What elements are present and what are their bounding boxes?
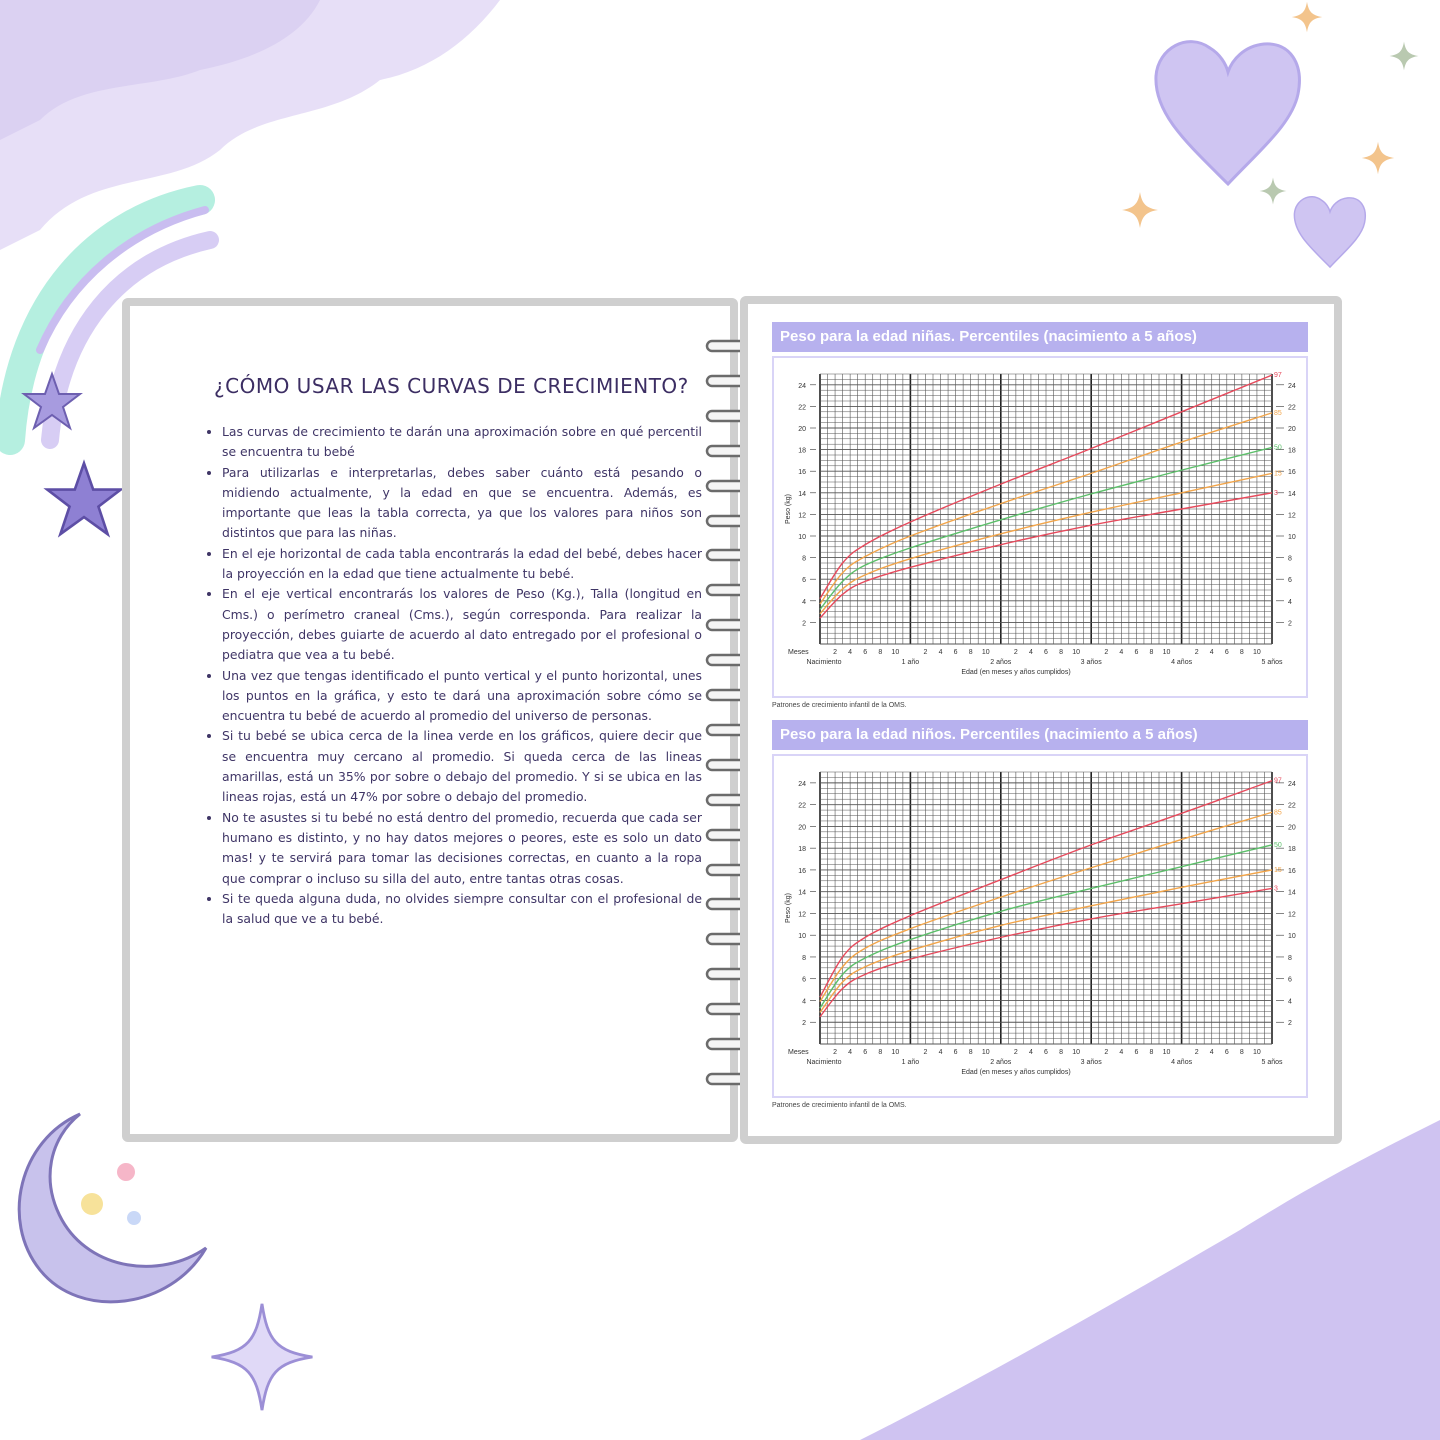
y-tick-label: 18 [798, 846, 806, 854]
left-notebook-page [122, 298, 738, 1142]
x-tick-label: 8 [1059, 1049, 1064, 1056]
x-year-label: 2 años [990, 659, 1012, 666]
x-tick-label: 6 [1224, 1049, 1229, 1056]
x-year-label: 2 años [990, 1059, 1012, 1066]
chart-frame [772, 356, 1308, 698]
series-label: 97 [1274, 777, 1282, 785]
x-tick-label: 2 [833, 649, 838, 656]
y-tick-label: 10 [1288, 933, 1296, 941]
x-tick-label: 6 [863, 1049, 868, 1056]
y-tick-label: 12 [798, 512, 806, 520]
chart-source: Patrones de crecimiento infantil de la OMS. [772, 1102, 907, 1109]
y-tick-label: 8 [802, 555, 806, 563]
chart-title: Peso para la edad niñas. Percentiles (nacimiento a 5 años) [772, 322, 1308, 352]
x-year-label: 5 años [1261, 659, 1283, 666]
sparkle-icon [1258, 176, 1288, 206]
chart-source: Patrones de crecimiento infantil de la OMS. [772, 702, 907, 709]
x-axis-start-label: Meses [788, 1049, 809, 1056]
y-tick-label: 10 [1288, 534, 1296, 541]
x-tick-label: 6 [863, 649, 868, 656]
y-tick-label: 8 [1288, 555, 1292, 563]
x-tick-label: 10 [1253, 1049, 1261, 1056]
y-tick-label: 6 [802, 577, 806, 585]
x-tick-label: 4 [1028, 1049, 1033, 1056]
y-tick-label: 14 [1288, 889, 1296, 897]
x-tick-label: 10 [891, 1049, 900, 1056]
x-tick-label: 8 [1059, 649, 1064, 656]
y-tick-label: 6 [802, 976, 806, 984]
y-tick-label: 6 [1288, 577, 1292, 585]
y-tick-label: 2 [802, 620, 806, 628]
x-tick-label: 8 [1149, 649, 1154, 656]
watercolor-blob-bottom-right [860, 1120, 1440, 1440]
x-tick-label: 10 [1072, 649, 1081, 656]
series-label: 85 [1274, 409, 1282, 417]
heart-icon [1148, 24, 1308, 194]
x-tick-label: 10 [1162, 1049, 1171, 1056]
x-year-label: 4 años [1171, 659, 1193, 666]
y-tick-label: 24 [798, 382, 806, 390]
y-tick-label: 10 [798, 933, 806, 941]
chart-boys-weight [772, 720, 1308, 1109]
x-tick-label: 6 [1044, 649, 1048, 656]
x-tick-label: 4 [938, 649, 943, 656]
x-tick-label: 6 [953, 649, 958, 656]
x-year-label: Nacimiento [806, 1059, 842, 1066]
x-tick-label: 2 [833, 1049, 838, 1056]
x-tick-label: 10 [981, 1049, 990, 1056]
list-item: • Si te queda alguna duda, no olvides siempre consultar con el profesional de la salud que ve a tu bebé. [222, 889, 702, 930]
x-tick-label: 2 [1104, 649, 1109, 656]
sparkle-icon [1120, 190, 1160, 230]
y-tick-label: 20 [1288, 426, 1296, 433]
list-item: • Una vez que tengas identificado el punto vertical y el punto horizontal, unes los puntos en la gráfica, y esto te dará una aproximación sobre cómo se encuentra tu bebé de acuerdo al promedio del universo de personas. [222, 666, 702, 727]
y-tick-label: 12 [1288, 512, 1296, 520]
y-tick-label: 14 [798, 490, 806, 498]
right-notebook-page [740, 296, 1342, 1144]
x-axis-label: Edad (en meses y años cumplidos) [961, 1069, 1071, 1076]
y-tick-label: 18 [1288, 447, 1296, 455]
y-tick-label: 12 [798, 911, 806, 919]
y-tick-label: 12 [1288, 911, 1296, 919]
y-tick-label: 4 [1288, 998, 1292, 1006]
series-label: 15 [1274, 866, 1282, 874]
star-icon [42, 458, 126, 542]
x-tick-label: 4 [1119, 649, 1124, 656]
x-tick-label: 8 [878, 649, 883, 656]
chart-plot [774, 756, 1306, 1096]
list-item: • No te asustes si tu bebé no está dentro del promedio, recuerda que cada ser humano es distinto, y no hay datos mejores o peores, este es solo un dato mas! y te servirá para tomar las decisiones correctas, en cuanto a la ropa que comprar o incluso su silla del auto, entre tantas otras cosas. [222, 808, 702, 889]
y-tick-label: 2 [1288, 620, 1292, 628]
y-tick-label: 20 [798, 824, 806, 832]
x-tick-label: 4 [1209, 1049, 1214, 1056]
y-tick-label: 22 [798, 802, 806, 810]
x-tick-label: 2 [1013, 1049, 1018, 1056]
x-tick-label: 8 [968, 649, 973, 656]
series-label: 15 [1274, 470, 1282, 478]
x-tick-label: 4 [938, 1049, 943, 1056]
x-tick-label: 8 [1239, 649, 1244, 656]
y-tick-label: 16 [1288, 867, 1296, 875]
chart-title: Peso para la edad niños. Percentiles (nacimiento a 5 años) [772, 720, 1308, 750]
x-tick-label: 8 [968, 1049, 973, 1056]
list-item: • Las curvas de crecimiento te darán una aproximación sobre en qué percentil se encuentra tu bebé [222, 422, 702, 463]
x-axis-label: Edad (en meses y años cumplidos) [961, 669, 1071, 676]
x-tick-label: 10 [1072, 1049, 1081, 1056]
x-tick-label: 6 [1224, 649, 1229, 656]
sparkle-icon [206, 1294, 318, 1420]
y-tick-label: 16 [1288, 469, 1296, 477]
chart-plot [774, 358, 1306, 696]
series-label: 85 [1274, 809, 1282, 817]
y-tick-label: 24 [1288, 382, 1296, 390]
y-tick-label: 2 [1288, 1020, 1292, 1028]
y-tick-label: 24 [1288, 780, 1296, 788]
series-label: 3 [1274, 489, 1278, 497]
series-label: 3 [1274, 885, 1278, 893]
y-tick-label: 4 [802, 598, 806, 606]
y-axis-label: Peso (kg) [785, 494, 792, 524]
x-tick-label: 2 [923, 1049, 928, 1056]
heart-icon [1290, 188, 1370, 272]
x-tick-label: 2 [923, 649, 928, 656]
y-tick-label: 4 [802, 998, 806, 1006]
y-tick-label: 8 [1288, 954, 1292, 962]
x-tick-label: 4 [1119, 1049, 1124, 1056]
y-tick-label: 22 [798, 404, 806, 412]
x-tick-label: 10 [981, 649, 990, 656]
x-tick-label: 2 [1104, 1049, 1109, 1056]
x-tick-label: 8 [1239, 1049, 1244, 1056]
y-tick-label: 20 [1288, 824, 1296, 832]
sparkle-icon [1360, 140, 1396, 176]
x-year-label: 3 años [1080, 1059, 1102, 1066]
series-label: 50 [1274, 444, 1282, 452]
y-tick-label: 22 [1288, 802, 1296, 810]
star-icon [20, 370, 84, 434]
y-tick-label: 14 [798, 889, 806, 897]
x-tick-label: 4 [848, 1049, 853, 1056]
x-tick-label: 6 [1044, 1049, 1048, 1056]
sparkle-icon [1290, 0, 1324, 34]
x-tick-label: 6 [1134, 649, 1139, 656]
y-tick-label: 22 [1288, 404, 1296, 412]
x-axis-start-label: Meses [788, 649, 809, 656]
x-tick-label: 4 [1209, 649, 1214, 656]
x-tick-label: 6 [953, 1049, 958, 1056]
x-tick-label: 2 [1194, 649, 1199, 656]
y-axis-label: Peso (kg) [785, 893, 792, 923]
x-tick-label: 4 [1028, 649, 1033, 656]
x-year-label: 1 año [901, 1059, 920, 1066]
series-label: 50 [1274, 841, 1282, 849]
y-tick-label: 14 [1288, 490, 1296, 498]
x-tick-label: 2 [1013, 649, 1018, 656]
x-tick-label: 8 [878, 1049, 883, 1056]
list-item: • Para utilizarlas e interpretarlas, debes saber cuánto está pesando o midiendo actualmente, y la edad en que se encuentra. Además, es importante que leas la tabla correcta, ya que los valores para niños son distintos que para las niñas. [222, 463, 702, 544]
x-tick-label: 10 [891, 649, 900, 656]
list-item: • Si tu bebé se ubica cerca de la linea verde en los gráficos, quiere decir que se encuentra muy cercano al promedio. Si queda cerca de las lineas amarillas, está un 35% por sobre o debajo del promedio. Y si se ubica en las lineas rojas, está un 47% por sobre o debajo del promedio. [222, 726, 702, 807]
list-item: • En el eje horizontal de cada tabla encontrarás la edad del bebé, debes hacer la proyección en la edad que tiene actualmente tu bebé. [222, 544, 702, 585]
chart-girls-weight [772, 322, 1308, 709]
y-tick-label: 6 [1288, 976, 1292, 984]
chart-frame [772, 754, 1308, 1098]
y-tick-label: 2 [802, 1020, 806, 1028]
y-tick-label: 16 [798, 867, 806, 875]
x-year-label: 1 año [901, 659, 920, 666]
series-label: 97 [1274, 372, 1282, 380]
y-tick-label: 16 [798, 469, 806, 477]
y-tick-label: 4 [1288, 598, 1292, 606]
x-tick-label: 2 [1194, 1049, 1199, 1056]
y-tick-label: 10 [798, 534, 806, 541]
page-title: ¿CÓMO USAR LAS CURVAS DE CRECIMIENTO? [214, 374, 689, 398]
x-year-label: 4 años [1171, 1059, 1193, 1066]
x-year-label: 3 años [1080, 659, 1102, 666]
y-tick-label: 18 [1288, 846, 1296, 854]
x-tick-label: 10 [1162, 649, 1171, 656]
x-tick-label: 4 [848, 649, 853, 656]
x-year-label: 5 años [1261, 1059, 1283, 1066]
instructions-list [200, 422, 702, 929]
sparkle-icon [1388, 40, 1420, 72]
x-tick-label: 8 [1149, 1049, 1154, 1056]
x-tick-label: 6 [1134, 1049, 1139, 1056]
y-tick-label: 24 [798, 780, 806, 788]
y-tick-label: 20 [798, 426, 806, 433]
list-item: • En el eje vertical encontrarás los valores de Peso (Kg.), Talla (longitud en Cms.) o perímetro craneal (Cms.), según corresponda. Para realizar la proyección, debes guiarte de acuerdo al dato entregado por el profesional o pediatra que vea a tu bebé. [222, 584, 702, 665]
x-tick-label: 10 [1253, 649, 1261, 656]
y-tick-label: 8 [802, 954, 806, 962]
x-year-label: Nacimiento [806, 659, 842, 666]
y-tick-label: 18 [798, 447, 806, 455]
